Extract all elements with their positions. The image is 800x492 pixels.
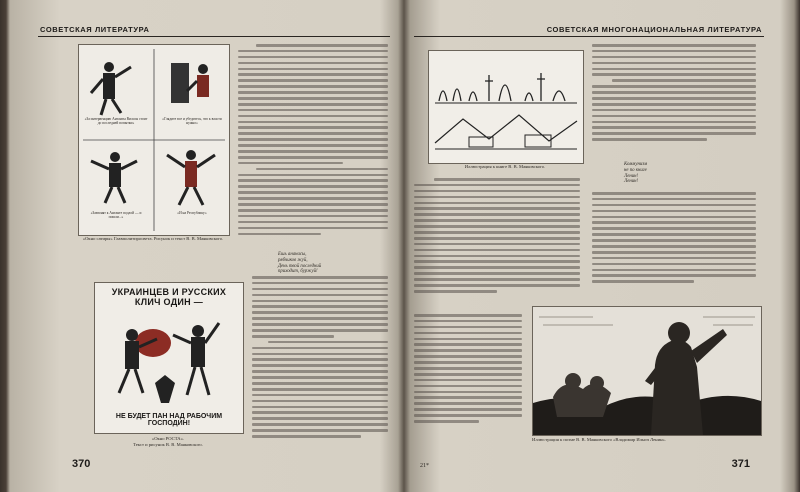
poster-panel-3-text: «Зазвонят к Антанте подлой — и пошли...» [90,211,142,220]
left-running-header [38,22,390,37]
right-page [414,14,764,480]
top-illustration-caption: Иллюстрация к книге В. В. Маяковского. [464,164,546,169]
poster-2-title: УКРАИНЦЕВ И РУССКИХ КЛИЧ ОДИН — [111,287,227,307]
signature-mark: 21* [420,463,429,470]
poster-2-caption-line-2: Текст и рисунок В. В. Маяковского. [133,441,203,447]
verse-line: День твой последний [278,263,322,269]
left-page-text-column-lower [252,276,388,454]
right-page-verse-quote [624,162,744,185]
poster-panel-1-text: «За интервенцию Антанты Вилсон стоит до последней попытки» [84,117,148,126]
verse-line: не по книге [624,167,647,173]
verse-line: Ешь ананасы, [278,252,307,257]
left-page-number: 370 [72,458,91,470]
poster-2-caption-line-1: «Окно РОСТА». [151,436,185,441]
right-running-header [414,22,764,37]
verse-line: Ленин! [624,173,639,179]
poster-2-bottom-text: НЕ БУДЕТ ПАН НАД РАБОЧИМ ГОСПОДИН! [115,413,223,427]
verse-line: приходит, буржуй! [278,269,318,275]
agitprop-poster-four-panels [78,44,230,236]
right-page-text-column-right [592,192,756,304]
right-page-text-column-middle [414,178,580,310]
woodcut-drawing [533,307,761,435]
top-illustration-drawing [429,51,583,163]
top-line-illustration [428,50,584,164]
poster-1-caption: «Окно сатиры» Главполитпросвета. Рисунок и текст В. В. Маяковского. [82,236,224,241]
poster-panel-2-text: «Глядите все и убедитесь, что к власти нужно» [162,117,222,126]
verse-line: Коммунизм [624,162,648,167]
right-page-number: 371 [731,458,750,470]
woodcut-illustration [532,306,762,436]
right-header-text: СОВЕТСКАЯ МНОГОНАЦИОНАЛЬНАЯ ЛИТЕРАТУРА [546,25,762,34]
left-page [38,14,390,480]
poster-2-caption [94,436,242,447]
verse-line: рябчиков жуй, [278,257,308,263]
left-header-text: СОВЕТСКАЯ ЛИТЕРАТУРА [40,25,150,34]
right-page-text-column-lower [414,314,522,444]
poster-panel-4-text: «И на Республику» [177,211,207,215]
right-page-text-column-upper [592,44,756,156]
verse-line: Ленин! [624,179,639,185]
rosta-window-poster [94,282,244,434]
left-page-verse-quote [278,252,388,275]
poster-four-panels-drawing [79,45,229,235]
left-page-text-column-upper [238,44,388,252]
woodcut-caption: Иллюстрация к поэме В. В. Маяковского «Владимир Ильич Ленин». [532,437,666,442]
